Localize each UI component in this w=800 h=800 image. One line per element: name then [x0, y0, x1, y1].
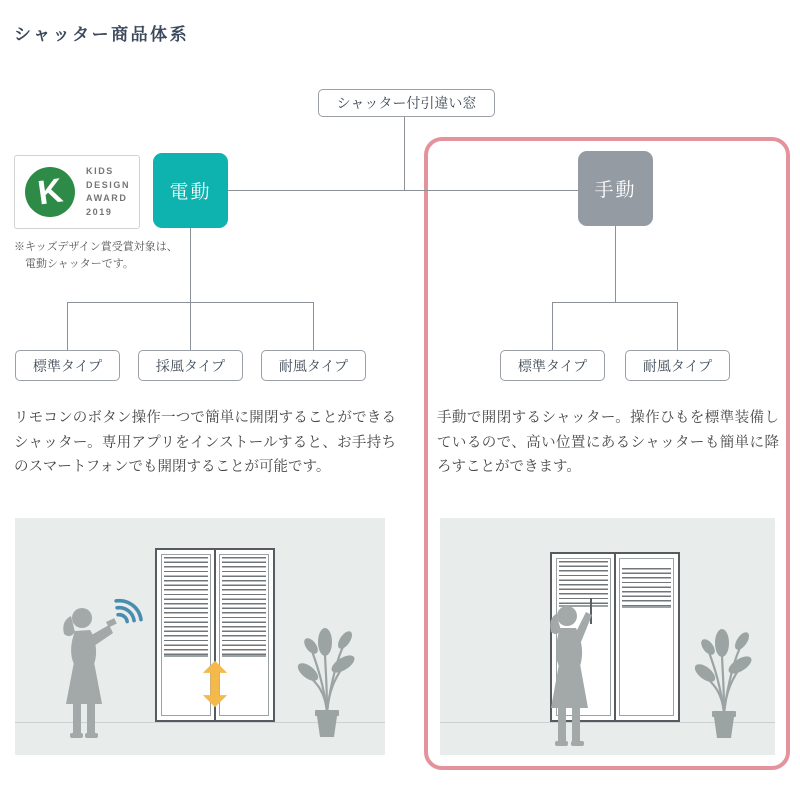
shutter-slats [622, 568, 671, 608]
award-text [86, 165, 130, 219]
award-line: DESIGN [86, 179, 131, 190]
woman-pulling-cord-silhouette [546, 600, 606, 755]
electric-type-ventilation: 採風タイプ [138, 350, 243, 381]
connector-manual-down [615, 226, 616, 302]
connector-drop-2 [190, 302, 191, 350]
connector-manual-split [552, 302, 677, 303]
electric-type-standard: 標準タイプ [15, 350, 120, 381]
manual-type-windproof: 耐風タイプ [625, 350, 730, 381]
potted-plant-silhouette [692, 621, 756, 741]
shutter-slats [222, 557, 266, 657]
shutter-pane [619, 558, 674, 716]
award-line: KIDS [86, 166, 114, 176]
potted-plant-silhouette [295, 620, 359, 740]
window-divider [614, 554, 616, 720]
connector-root-down [404, 117, 405, 190]
kids-design-award-logo [14, 155, 140, 229]
electric-type-windproof: 耐風タイプ [261, 350, 366, 381]
connector-electric-down [190, 228, 191, 302]
connector-drop-4 [552, 302, 553, 350]
award-k-icon: K [25, 167, 75, 217]
connector-electric-manual [228, 190, 578, 191]
up-down-arrow-icon [202, 660, 228, 708]
connector-drop-1 [67, 302, 68, 350]
manual-illustration [440, 518, 775, 755]
electric-shutter-window [155, 548, 275, 722]
award-line: 2019 [86, 206, 113, 217]
page-title: シャッター商品体系 [14, 25, 190, 44]
award-line: AWARD [86, 193, 128, 203]
wifi-signal-icon [110, 586, 150, 626]
connector-drop-5 [677, 302, 678, 350]
electric-illustration [15, 518, 385, 755]
award-note: ※キッズデザイン賞受賞対象は、 電動シャッターです。 [14, 241, 178, 271]
manual-node: 手動 [578, 151, 653, 226]
electric-node: 電動 [153, 153, 228, 228]
root-node-shutter-window: シャッター付引違い窓 [318, 89, 495, 117]
connector-drop-3 [313, 302, 314, 350]
manual-type-standard: 標準タイプ [500, 350, 605, 381]
shutter-slats [164, 557, 208, 657]
electric-description: リモコンのボタン操作一つで簡単に開閉することができるシャッター。専用アプリをインストールすると、お手持ちのスマートフォンでも開閉することが可能です。 [14, 410, 396, 476]
manual-description: 手動で開閉するシャッター。操作ひもを標準装備しているので、高い位置にあるシャッターも簡単に降ろすことができます。 [437, 410, 779, 476]
